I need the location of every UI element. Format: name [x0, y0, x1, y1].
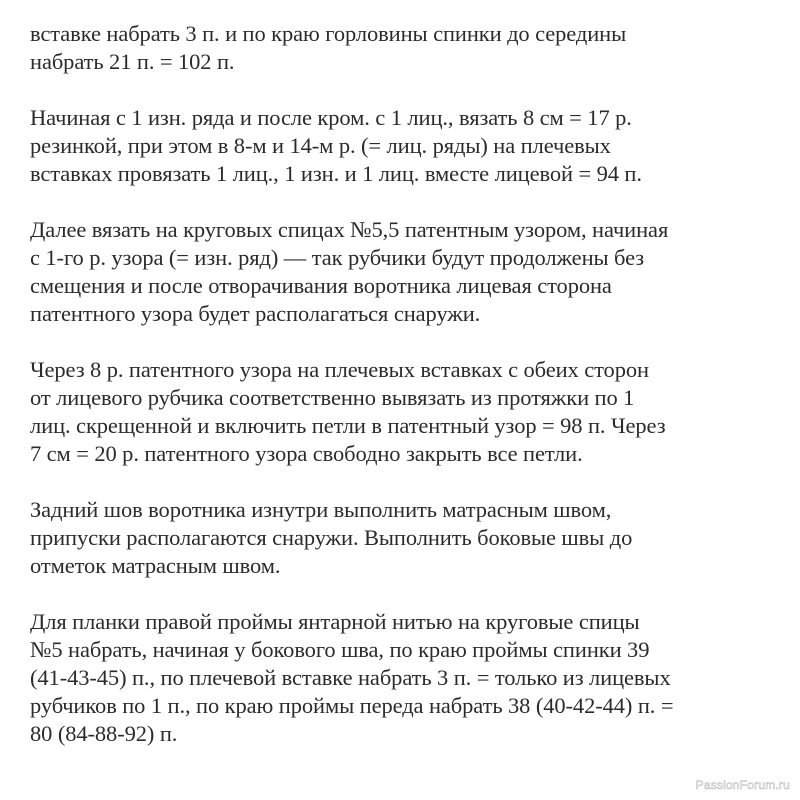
- paragraph-patent-pattern: [30, 216, 790, 328]
- text-line: патентного узора будет располагаться снаружи.: [30, 301, 481, 326]
- text-line: Для планки правой проймы янтарной нитью на круговые спицы: [30, 609, 640, 634]
- text-line: Далее вязать на круговых спицах №5,5 патентным узором, начиная: [30, 217, 669, 242]
- paragraph-seams: [30, 496, 790, 580]
- paragraph-armhole-band: [30, 608, 790, 748]
- text-line: (41-43-45) п., по плечевой вставке набрать 3 п. = только из лицевых: [30, 665, 671, 690]
- text-line: лиц. скрещенной и включить петли в патентный узор = 98 п. Через: [30, 413, 666, 438]
- text-line: резинкой, при этом в 8-м и 14-м р. (= лиц. ряды) на плечевых: [30, 133, 611, 158]
- paragraph-increase-bind-off: [30, 356, 790, 468]
- text-line: 7 см = 20 р. патентного узора свободно закрыть все петли.: [30, 441, 583, 466]
- text-line: Через 8 р. патентного узора на плечевых вставках с обеих сторон: [30, 357, 649, 382]
- text-line: отметок матрасным швом.: [30, 553, 281, 578]
- watermark: PassionForum.ru: [695, 778, 790, 792]
- text-line: №5 набрать, начиная у бокового шва, по краю проймы спинки 39: [30, 637, 650, 662]
- text-line: припуски располагаются снаружи. Выполнить боковые швы до: [30, 525, 633, 550]
- text-line: набрать 21 п. = 102 п.: [30, 49, 235, 74]
- paragraph-cast-on-neck: [30, 20, 790, 76]
- text-line: с 1-го р. узора (= изн. ряд) — так рубчики будут продолжены без: [30, 245, 645, 270]
- text-line: рубчиков по 1 п., по краю проймы переда набрать 38 (40-42-44) п. =: [30, 693, 674, 718]
- text-line: смещения и после отворачивания воротника лицевая сторона: [30, 273, 612, 298]
- text-line: 80 (84-88-92) п.: [30, 721, 178, 746]
- document-body: [30, 20, 790, 776]
- text-line: вставках провязать 1 лиц., 1 изн. и 1 лиц. вместе лицевой = 94 п.: [30, 161, 642, 186]
- text-line: Задний шов воротника изнутри выполнить матрасным швом,: [30, 497, 612, 522]
- text-line: Начиная с 1 изн. ряда и после кром. с 1 лиц., вязать 8 см = 17 р.: [30, 105, 632, 130]
- text-line: вставке набрать 3 п. и по краю горловины спинки до середины: [30, 21, 627, 46]
- paragraph-ribbing: [30, 104, 790, 188]
- text-line: от лицевого рубчика соответственно вывязать из протяжки по 1: [30, 385, 635, 410]
